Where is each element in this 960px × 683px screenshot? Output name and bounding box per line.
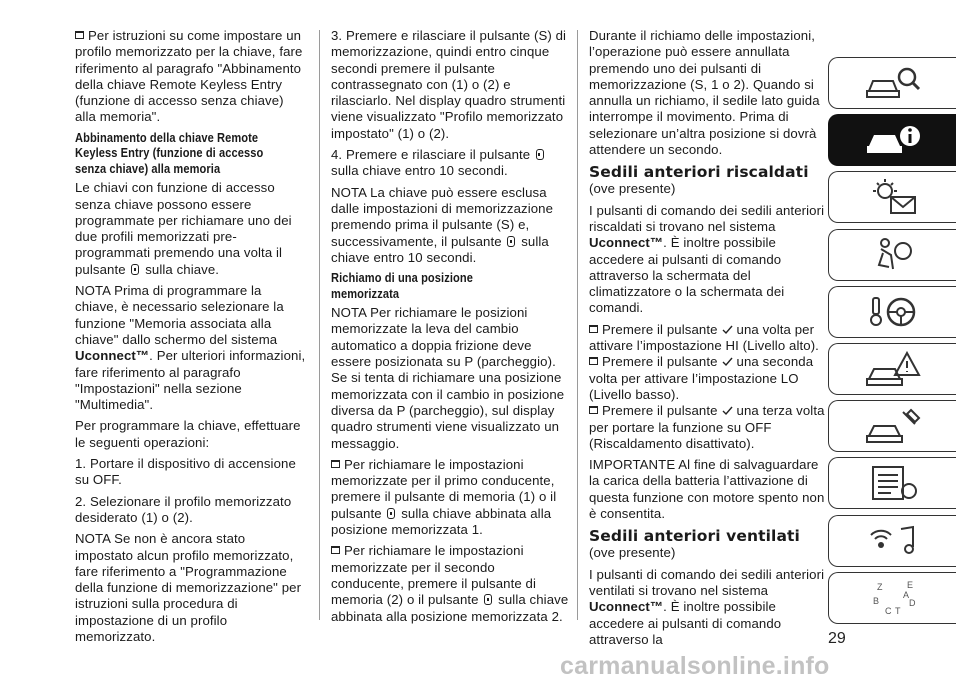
key-button-icon xyxy=(507,236,515,247)
bookmark-icon xyxy=(331,460,340,468)
paragraph: I pulsanti di comando dei sedili anteriori riscaldati si trovano nel sistema Uconnect™. È inoltre possibile accedere ai pulsanti di comando attraverso la schermata del climatizzatore o la schermata dei comandi. xyxy=(589,202,825,316)
emergency-icon xyxy=(863,349,923,389)
key-button-icon xyxy=(484,594,492,605)
tab-maintenance[interactable] xyxy=(828,400,956,452)
tab-specs-list[interactable] xyxy=(828,457,956,509)
step: 4. Premere e rilasciare il pulsante sulla chiave entro 10 secondi. xyxy=(331,147,571,180)
seat-heater-icon xyxy=(722,325,733,335)
car-info-icon xyxy=(863,120,923,160)
page-number: 29 xyxy=(828,630,846,647)
bookmark-icon xyxy=(589,325,598,333)
chapter-tabs xyxy=(828,57,956,629)
step: 2. Selezionare il profilo memorizzato desiderato (1) o (2). xyxy=(75,493,292,525)
airbag-safety-icon xyxy=(863,235,923,275)
tab-car-info[interactable] xyxy=(828,114,956,166)
specs-list-icon xyxy=(863,463,923,503)
bookmark-icon xyxy=(75,31,84,39)
column-1 xyxy=(75,28,307,650)
paragraph: I pulsanti di comando dei sedili anteriori ventilati si trovano nel sistema Uconnect™. È inoltre possibile accedere ai pulsanti di comando attraverso la xyxy=(589,566,825,647)
note-paragraph: NOTA Per richiamare le posizioni memorizzate la leva del cambio automatico a doppia frizione deve essere posizionata su P (parcheggio). Se si tenta di richiamare una posizione memorizzata con il cambio in posizione diversa da P (parcheggio), sul display quadro strumenti viene visualizzato un messaggio. xyxy=(331,305,565,451)
step: 1. Portare il dispositivo di accensione su OFF. xyxy=(75,456,296,488)
important-paragraph: IMPORTANTE Al fine di salvaguardare la carica della batteria l’attivazione di questa funzione con motore spento non è consentita. xyxy=(589,457,825,522)
column-2 xyxy=(331,28,571,630)
tab-car-search[interactable] xyxy=(828,57,956,109)
key-button-icon xyxy=(387,508,395,519)
tab-emergency[interactable] xyxy=(828,343,956,395)
paragraph: Per richiamare le impostazioni memorizzate per il secondo conducente, premere il pulsante di memoria (2) o il pulsante sulla chiave abbinata alla posizione memorizzata 2. xyxy=(331,543,569,624)
tab-multimedia[interactable] xyxy=(828,515,956,567)
availability-note: (ove presente) xyxy=(589,181,676,197)
warning-lights-icon xyxy=(863,177,923,217)
section-heading: Sedili anteriori ventilati xyxy=(589,527,800,546)
index-letter: C xyxy=(884,605,891,616)
section-heading: Sedili anteriori riscaldati xyxy=(589,163,809,182)
tab-key-steering[interactable] xyxy=(828,286,956,338)
key-button-icon xyxy=(131,264,139,275)
note-paragraph: NOTA La chiave può essere esclusa dalle impostazioni di memorizzazione premendo prima il pulsante (S) e, successivamente, il pulsante sulla chiave entro 10 secondi. xyxy=(331,184,554,265)
tab-index[interactable] xyxy=(828,572,956,624)
section-heading: Abbinamento della chiave Remote Keyless Entry (funzione di accesso senza chiave) alla memoria xyxy=(75,130,264,176)
paragraph: Per richiamare le impostazioni memorizzate per il primo conducente, premere il pulsante di memoria (1) o il pulsante sulla chiave abbinata alla posizione memorizzata 1. xyxy=(331,456,557,538)
index-letter: E xyxy=(906,579,913,590)
paragraph: Per programmare la chiave, effettuare le seguenti operazioni: xyxy=(75,418,301,450)
bullet: Premere il pulsante una volta per attivare l’impostazione HI (Livello alto). xyxy=(589,321,819,354)
brand-uconnect: Uconnect™ xyxy=(589,599,664,615)
key-button-icon xyxy=(536,149,544,160)
car-search-icon xyxy=(863,63,923,103)
index-letter: B xyxy=(872,595,879,606)
brand-uconnect: Uconnect™ xyxy=(589,235,664,251)
tab-warning-lights[interactable] xyxy=(828,171,956,223)
paragraph: Le chiavi con funzione di accesso senza chiave possono essere programmate per richiamare uno dei due profili memorizzati pre-programmati premendo una volta il pulsante sulla chiave. xyxy=(75,180,292,277)
column-divider xyxy=(577,30,578,620)
availability-note: (ove presente) xyxy=(589,545,676,561)
note-paragraph: NOTA Se non è ancora stato impostato alcun profilo memorizzato, fare riferimento a "Programmazione della funzione di memorizzazione" per istruzioni sulla procedura di impostazione di un profilo memorizzato. xyxy=(75,531,302,644)
watermark: carmanualsonline.info xyxy=(560,652,830,680)
paragraph: Durante il richiamo delle impostazioni, l’operazione può essere annullata premendo uno dei pulsanti di memorizzazione (S, 1 o 2). Quando si annulla un richiamo, il sedile lato guida interrompe il movimento. Prima di selezionare un’altra posizione si dovrà attendere un secondo. xyxy=(589,28,820,158)
maintenance-icon xyxy=(863,406,923,446)
column-divider xyxy=(319,30,320,620)
bullet: Premere il pulsante una terza volta per portare la funzione su OFF (Riscaldamento disattivato). xyxy=(589,403,825,451)
seat-heater-icon xyxy=(722,406,733,416)
step: 3. Premere e rilasciare il pulsante (S) di memorizzazione, quindi entro cinque secondi premere il pulsante contrassegnato con (1) o (2) e rilasciarlo. Nel display quadro strumenti viene visualizzato "Profilo memorizzato impostato" (1) o (2). xyxy=(331,28,567,141)
multimedia-icon xyxy=(863,521,923,561)
seat-heater-icon xyxy=(722,357,733,367)
key-steering-icon xyxy=(863,292,923,332)
index-letter: Z xyxy=(876,581,882,592)
section-heading: Richiamo di una posizione memorizzata xyxy=(331,271,473,301)
index-letter: A xyxy=(902,589,909,600)
paragraph: Per istruzioni su come impostare un profilo memorizzato per la chiave, fare riferimento al paragrafo "Abbinamento della chiave Remote Keyless Entry (funzione di accesso senza chiave) alla memoria". xyxy=(75,28,303,125)
bookmark-icon xyxy=(331,546,340,554)
index-letters-icon xyxy=(863,578,923,618)
tab-airbag-safety[interactable] xyxy=(828,229,956,281)
bookmark-icon xyxy=(589,406,598,414)
bookmark-icon xyxy=(589,357,598,365)
index-letter: D xyxy=(908,597,915,608)
column-3 xyxy=(589,28,825,653)
bullet: Premere il pulsante una seconda volta per attivare l’impostazione LO (Livello basso). xyxy=(589,354,814,402)
index-letter: T xyxy=(894,605,900,616)
brand-uconnect: Uconnect™ xyxy=(75,348,150,364)
note-paragraph: NOTA Prima di programmare la chiave, è necessario selezionare la funzione "Memoria associata alla chiave" dallo schermo del sistema Uconnect™. Per ulteriori informazioni, fare riferimento al paragrafo "Impostazioni" nella sezione "Multimedia". xyxy=(75,283,306,413)
